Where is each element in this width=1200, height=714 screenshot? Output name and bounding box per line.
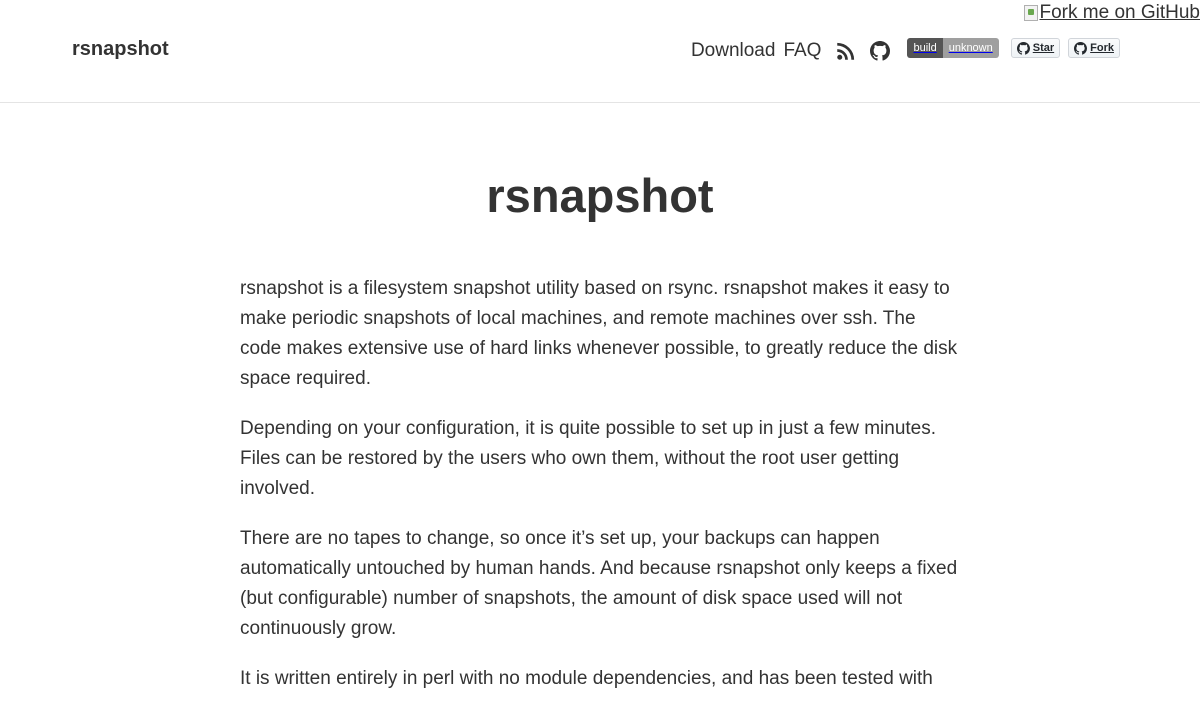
nav-faq-link[interactable]: FAQ bbox=[783, 40, 821, 62]
nav-download-link[interactable]: Download bbox=[691, 40, 776, 62]
fork-me-ribbon[interactable] bbox=[1024, 0, 1200, 26]
badge-label: build bbox=[907, 38, 942, 58]
github-fork-button[interactable] bbox=[1068, 38, 1120, 58]
perl-paragraph: It is written entirely in perl with no module dependencies, and has been tested with bbox=[240, 664, 960, 694]
github-star-label: Star bbox=[1033, 42, 1054, 54]
build-status-badge[interactable] bbox=[907, 38, 998, 58]
main-content bbox=[240, 160, 960, 714]
setup-paragraph: Depending on your configuration, it is quite possible to set up in just a few minutes. Files can be restored by the users who own them, without the root user getting involved. bbox=[240, 414, 960, 504]
github-star-button[interactable] bbox=[1011, 38, 1060, 58]
github-icon[interactable] bbox=[869, 40, 891, 62]
site-header bbox=[0, 0, 1200, 103]
page-title: rsnapshot bbox=[240, 160, 960, 232]
site-brand-link[interactable]: rsnapshot bbox=[72, 38, 169, 61]
github-icon bbox=[1017, 42, 1030, 55]
broken-image-icon bbox=[1024, 5, 1038, 21]
github-fork-label: Fork bbox=[1090, 42, 1114, 54]
intro-paragraph: rsnapshot is a filesystem snapshot utility based on rsync. rsnapshot makes it easy to make periodic snapshots of local machines, and remote machines over ssh. The code makes extensive use of hard links whenever possible, to greatly reduce the disk space required. bbox=[240, 274, 960, 394]
github-icon bbox=[1074, 42, 1087, 55]
badge-value: unknown bbox=[943, 38, 999, 58]
backups-paragraph: There are no tapes to change, so once it’s set up, your backups can happen automatically untouched by human hands. And because rsnapshot only keeps a fixed (but configurable) number of snapshots, the amount of disk space used will not continuously grow. bbox=[240, 524, 960, 644]
rss-icon[interactable] bbox=[835, 40, 857, 62]
fork-me-alt-text: Fork me on GitHub bbox=[1040, 2, 1200, 24]
top-nav bbox=[691, 36, 1120, 66]
